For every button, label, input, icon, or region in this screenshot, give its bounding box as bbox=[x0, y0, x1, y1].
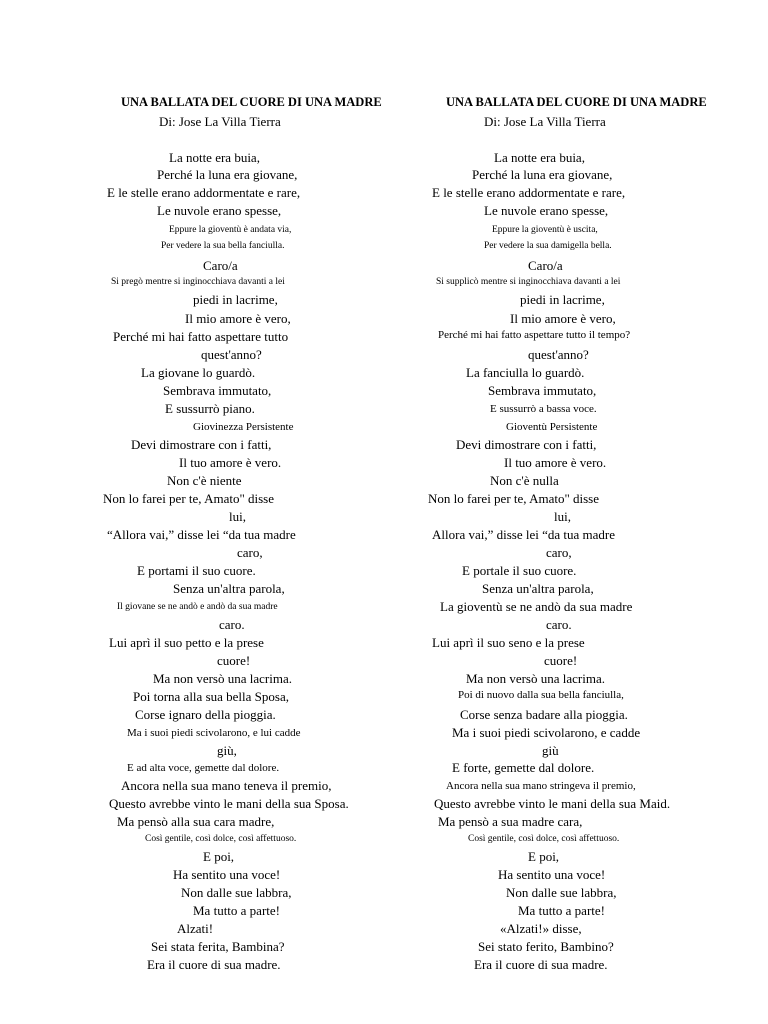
poem-line: piedi in lacrime, bbox=[193, 292, 278, 307]
poem-line: Non lo farei per te, Amato" disse bbox=[428, 491, 600, 506]
poem-line: caro. bbox=[219, 617, 245, 632]
poem-line: La gioventù se ne andò da sua madre bbox=[440, 599, 633, 614]
poem-line: La giovane lo guardò. bbox=[141, 365, 256, 380]
poem-column-left bbox=[95, 0, 435, 1024]
poem-line: giù bbox=[542, 743, 559, 758]
poem-line: Il giovane se ne andò e andò da sua madre bbox=[117, 602, 278, 612]
poem-line: giù, bbox=[217, 743, 237, 758]
poem-line: Non lo farei per te, Amato" disse bbox=[103, 491, 275, 506]
poem-line: cuore! bbox=[217, 653, 251, 668]
poem-line: Le nuvole erano spesse, bbox=[484, 203, 609, 218]
poem-line: Alzati! bbox=[177, 921, 214, 936]
poem-title: UNA BALLATA DEL CUORE DI UNA MADRE bbox=[121, 95, 382, 109]
poem-line: lui, bbox=[554, 509, 571, 524]
poem-line: Il tuo amore è vero. bbox=[179, 455, 282, 470]
poem-line: Lui aprì il suo petto e la prese bbox=[109, 635, 264, 650]
poem-line: Perché la luna era giovane, bbox=[157, 167, 298, 182]
poem-line: Ma pensò a sua madre cara, bbox=[438, 814, 583, 829]
poem-line: Si pregò mentre si inginocchiava davanti a lei bbox=[111, 277, 285, 287]
poem-line: cuore! bbox=[544, 653, 578, 668]
poem-line: Eppure la gioventù è andata via, bbox=[169, 225, 292, 235]
poem-line: Sembrava immutato, bbox=[488, 383, 597, 398]
poem-line: Corse senza badare alla pioggia. bbox=[460, 707, 628, 722]
poem-line: Ma i suoi piedi scivolarono, e cadde bbox=[452, 725, 641, 740]
poem-line: E poi, bbox=[528, 849, 560, 864]
poem-line: Ma tutto a parte! bbox=[193, 903, 280, 918]
poem-line: E sussurrò a bassa voce. bbox=[490, 403, 597, 415]
poem-line: caro. bbox=[546, 617, 572, 632]
poem-line: Sembrava immutato, bbox=[163, 383, 272, 398]
poem-line: “Allora vai,” disse lei “da tua madre bbox=[107, 527, 296, 542]
poem-line: Ma pensò alla sua cara madre, bbox=[117, 814, 275, 829]
poem-line: E ad alta voce, gemette dal dolore. bbox=[127, 762, 280, 774]
poem-line: Non dalle sue labbra, bbox=[181, 885, 292, 900]
poem-line: Sei stato ferito, Bambino? bbox=[478, 939, 614, 954]
poem-line: Ancora nella sua mano stringeva il premio, bbox=[446, 780, 636, 792]
poem-line: E le stelle erano addormentate e rare, bbox=[432, 185, 626, 200]
poem-line: Sei stata ferita, Bambina? bbox=[151, 939, 285, 954]
poem-line: La notte era buia, bbox=[494, 150, 585, 165]
poem-line: Devi dimostrare con i fatti, bbox=[456, 437, 597, 452]
poem-line: «Alzati!» disse, bbox=[500, 921, 582, 936]
poem-line: caro, bbox=[546, 545, 572, 560]
poem-line: Per vedere la sua damigella bella. bbox=[484, 241, 612, 251]
poem-line: Questo avrebbe vinto le mani della sua Maid. bbox=[434, 796, 671, 811]
poem-line: Senza un'altra parola, bbox=[482, 581, 594, 596]
poem-line: Era il cuore di sua madre. bbox=[474, 957, 608, 972]
poem-line: Perché mi hai fatto aspettare tutto il tempo? bbox=[438, 329, 631, 341]
poem-column-right bbox=[420, 0, 760, 1024]
poem-line: E portale il suo cuore. bbox=[462, 563, 577, 578]
poem-line: Ma non versò una lacrima. bbox=[466, 671, 605, 686]
poem-line: Corse ignaro della pioggia. bbox=[135, 707, 276, 722]
poem-line: Lui aprì il suo seno e la prese bbox=[432, 635, 585, 650]
poem-line: Questo avrebbe vinto le mani della sua Sposa. bbox=[109, 796, 349, 811]
poem-line: lui, bbox=[229, 509, 246, 524]
poem-line: Così gentile, così dolce, così affettuoso. bbox=[468, 834, 620, 844]
poem-line: E forte, gemette dal dolore. bbox=[452, 760, 595, 775]
poem-line: Gioventù Persistente bbox=[506, 421, 598, 433]
poem-line: Devi dimostrare con i fatti, bbox=[131, 437, 272, 452]
poem-line: La fanciulla lo guardò. bbox=[466, 365, 585, 380]
poem-line: Caro/a bbox=[203, 258, 238, 273]
poem-line: Caro/a bbox=[528, 258, 563, 273]
poem-line: Per vedere la sua bella fanciulla. bbox=[161, 241, 285, 251]
poem-line: Ma i suoi piedi scivolarono, e lui cadde bbox=[127, 727, 301, 739]
poem-line: Il mio amore è vero, bbox=[510, 311, 616, 326]
poem-line: Ma tutto a parte! bbox=[518, 903, 605, 918]
poem-line: quest'anno? bbox=[201, 347, 262, 362]
poem-line: Non c'è niente bbox=[167, 473, 242, 488]
poem-line: Ha sentito una voce! bbox=[498, 867, 606, 882]
poem-line: Non c'è nulla bbox=[490, 473, 559, 488]
poem-line: Ha sentito una voce! bbox=[173, 867, 281, 882]
poem-line: Allora vai,” disse lei “da tua madre bbox=[432, 527, 616, 542]
poem-line: Perché mi hai fatto aspettare tutto bbox=[113, 329, 289, 344]
poem-line: Ancora nella sua mano teneva il premio, bbox=[121, 778, 332, 793]
poem-line: E le stelle erano addormentate e rare, bbox=[107, 185, 301, 200]
poem-line: Eppure la gioventù è uscita, bbox=[492, 225, 598, 235]
poem-line: Le nuvole erano spesse, bbox=[157, 203, 282, 218]
poem-line: Così gentile, così dolce, così affettuoso. bbox=[145, 834, 297, 844]
poem-author: Di: Jose La Villa Tierra bbox=[484, 114, 606, 129]
poem-title: UNA BALLATA DEL CUORE DI UNA MADRE bbox=[446, 95, 707, 109]
poem-line: Senza un'altra parola, bbox=[173, 581, 285, 596]
poem-line: E sussurrò piano. bbox=[165, 401, 255, 416]
poem-line: Perché la luna era giovane, bbox=[472, 167, 613, 182]
poem-line: Non dalle sue labbra, bbox=[506, 885, 617, 900]
poem-author: Di: Jose La Villa Tierra bbox=[159, 114, 281, 129]
poem-line: Poi torna alla sua bella Sposa, bbox=[133, 689, 289, 704]
poem-line: Era il cuore di sua madre. bbox=[147, 957, 281, 972]
poem-line: Si supplicò mentre si inginocchiava davanti a lei bbox=[436, 277, 621, 287]
poem-line: caro, bbox=[237, 545, 263, 560]
poem-line: E portami il suo cuore. bbox=[137, 563, 256, 578]
poem-line: Il mio amore è vero, bbox=[185, 311, 291, 326]
poem-line: Poi di nuovo dalla sua bella fanciulla, bbox=[458, 689, 624, 701]
poem-line: Giovinezza Persistente bbox=[193, 421, 294, 433]
poem-line: La notte era buia, bbox=[169, 150, 260, 165]
poem-line: Il tuo amore è vero. bbox=[504, 455, 607, 470]
poem-line: quest'anno? bbox=[528, 347, 589, 362]
poem-line: Ma non versò una lacrima. bbox=[153, 671, 292, 686]
poem-line: piedi in lacrime, bbox=[520, 292, 605, 307]
poem-line: E poi, bbox=[203, 849, 235, 864]
